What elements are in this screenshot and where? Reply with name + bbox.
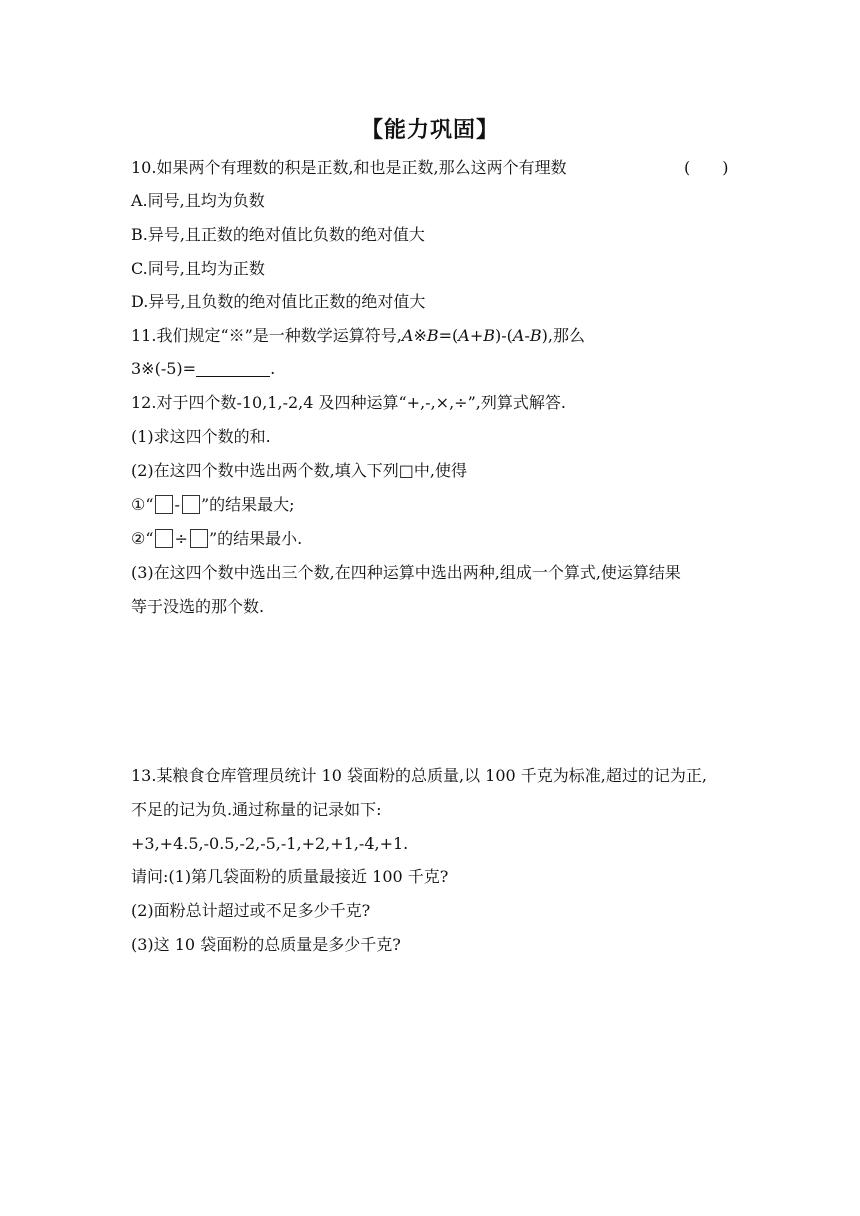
q11-expression: 3※(-5)= (131, 359, 197, 378)
q10-answer-bracket: ( ) (684, 158, 729, 177)
divide-symbol: ÷ (174, 529, 188, 548)
q11-var-b: B (529, 326, 542, 345)
q11-stem-prefix: 11.我们规定“※”是一种数学运算符号, (131, 326, 402, 345)
q12-stem: 12.对于四个数-10,1,-2,4 及四种运算“+,-,×,÷”,列算式解答. (131, 393, 566, 412)
q11-minus: - (524, 326, 530, 345)
q11-period: . (270, 359, 276, 378)
q12-sub1-prefix: ①“ (131, 495, 154, 514)
answer-box[interactable] (155, 529, 173, 548)
q11-line2 (131, 358, 275, 380)
q13-records: +3,+4.5,-0.5,-2,-5,-1,+2,+1,-4,+1. (131, 834, 409, 853)
q12-part2: (2)在这四个数中选出两个数,填入下列□中,使得 (131, 461, 467, 480)
q11-var-b: B (483, 326, 496, 345)
q11-var-a: A (458, 326, 470, 345)
q13-line2: 不足的记为负.通过称量的记录如下: (131, 800, 382, 819)
q12-sub1-suffix: ”的结果最大; (200, 495, 295, 514)
q10-option-b: B.异号,且正数的绝对值比负数的绝对值大 (131, 225, 425, 244)
q12-sub1 (131, 494, 295, 516)
q13-question1: 请问:(1)第几袋面粉的质量最接近 100 千克? (131, 867, 449, 886)
answer-box[interactable] (182, 495, 200, 514)
q10-stem: 10.如果两个有理数的积是正数,和也是正数,那么这两个有理数 (131, 158, 567, 177)
answer-box[interactable] (155, 495, 173, 514)
q11-mid: )-( (495, 326, 513, 345)
q11-plus: + (469, 326, 484, 345)
q13-question3: (3)这 10 袋面粉的总质量是多少千克? (131, 935, 401, 954)
q11-var-a: A (401, 326, 414, 345)
q13-question2: (2)面粉总计超过或不足多少千克? (131, 901, 371, 920)
q13-line1: 13.某粮食仓库管理员统计 10 袋面粉的总质量,以 100 千克为标准,超过的记为正, (131, 766, 707, 785)
q10-option-d: D.异号,且负数的绝对值比正数的绝对值大 (131, 292, 426, 311)
q12-sub2-suffix: ”的结果最小. (208, 529, 303, 548)
q11-var-a: A (512, 326, 525, 345)
q12-part3-line1: (3)在这四个数中选出三个数,在四种运算中选出两种,组成一个算式,使运算结果 (131, 563, 681, 582)
q12-part3-line2: 等于没选的那个数. (131, 597, 265, 616)
section-title: 【能力巩固】 (360, 118, 499, 143)
q11-answer-blank[interactable] (196, 360, 270, 377)
answer-box[interactable] (190, 529, 208, 548)
q12-sub2 (131, 528, 302, 550)
q11-var-b: B (426, 326, 439, 345)
q12-part1: (1)求这四个数的和. (131, 427, 271, 446)
minus-symbol: - (174, 495, 180, 514)
q10-option-a: A.同号,且均为负数 (131, 191, 265, 210)
q12-sub2-prefix: ②“ (131, 529, 154, 548)
q11-stem (131, 325, 585, 347)
q11-op-symbol: ※ (413, 326, 427, 345)
q11-eq: =( (438, 326, 459, 345)
q11-stem-end: ),那么 (541, 326, 585, 345)
q10-option-c: C.同号,且均为正数 (131, 259, 265, 278)
